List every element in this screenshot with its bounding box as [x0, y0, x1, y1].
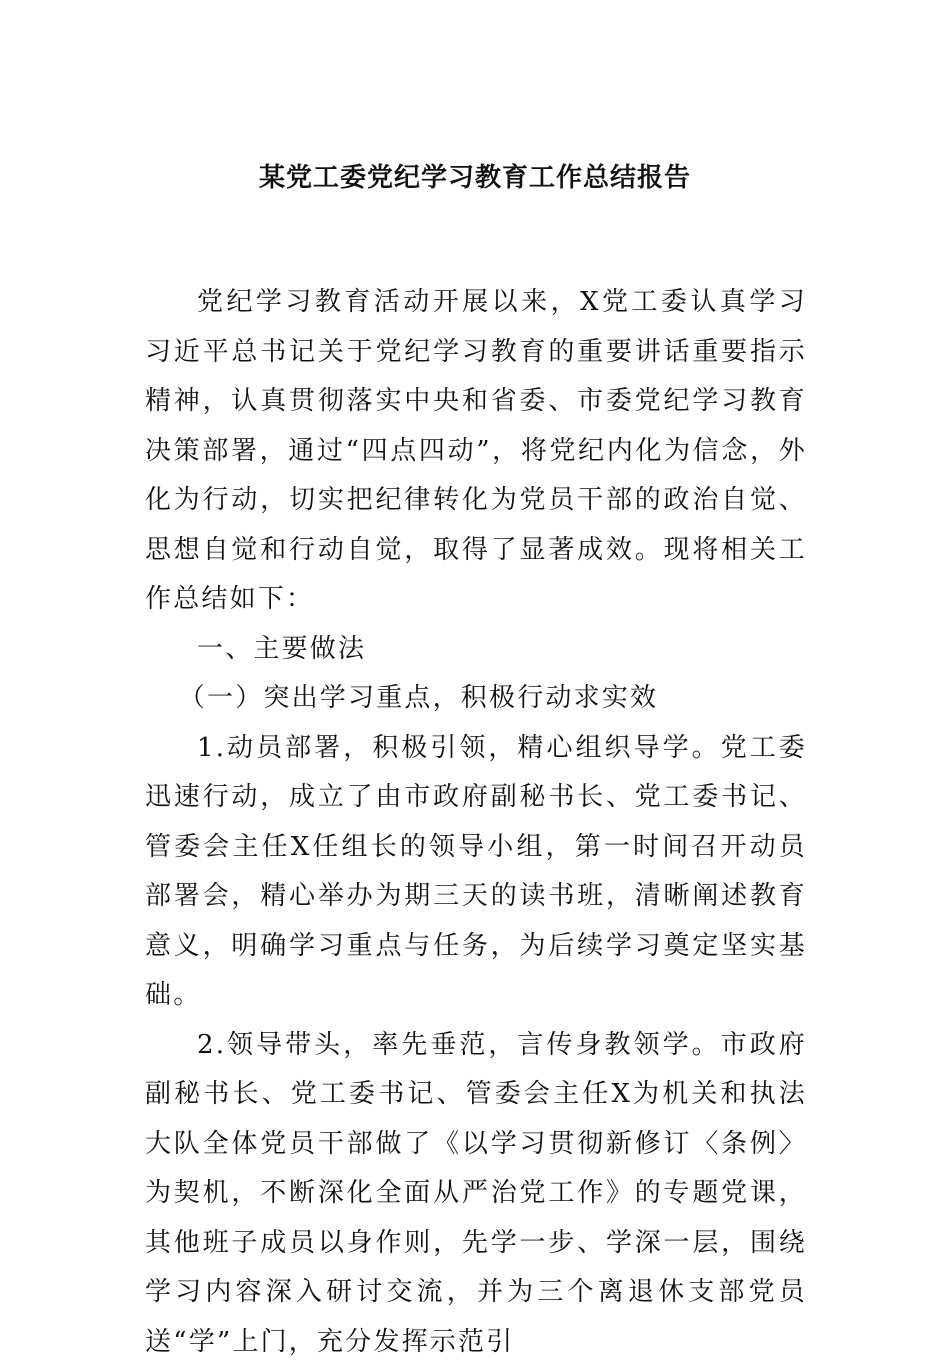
document-title: 某党工委党纪学习教育工作总结报告 [0, 158, 950, 198]
paragraph-item-1: 1.动员部署，积极引领，精心组织导学。党工委迅速行动，成立了由市政府副秘书长、党工委书记、管委会主任X任组长的领导小组，第一时间召开动员部署会，精心举办为期三天的读书班，清晰阐述教育意义，明确学习重点与任务，为后续学习奠定坚实基础。 [145, 724, 807, 1021]
intro-paragraph: 党纪学习教育活动开展以来，X党工委认真学习习近平总书记关于党纪学习教育的重要讲话重要指示精神，认真贯彻落实中央和省委、市委党纪学习教育决策部署，通过“四点四动”，将党纪内化为信念，外化为行动，切实把纪律转化为党员干部的政治自觉、思想自觉和行动自觉，取得了显著成效。现将相关工作总结如下： [145, 278, 807, 625]
subsection-heading-study-focus: （一）突出学习重点，积极行动求实效 [145, 674, 807, 724]
document-body [145, 278, 807, 1367]
section-heading-main-practices: 一、主要做法 [145, 625, 807, 675]
paragraph-item-2: 2.领导带头，率先垂范，言传身教领学。市政府副秘书长、党工委书记、管委会主任X为机关和执法大队全体党员干部做了《以学习贯彻新修订〈条例〉为契机，不断深化全面从严治党工作》的专题党课，其他班子成员以身作则，先学一步、学深一层，围绕学习内容深入研讨交流，并为三个离退休支部党员送“学”上门，充分发挥示范引 [145, 1021, 807, 1367]
